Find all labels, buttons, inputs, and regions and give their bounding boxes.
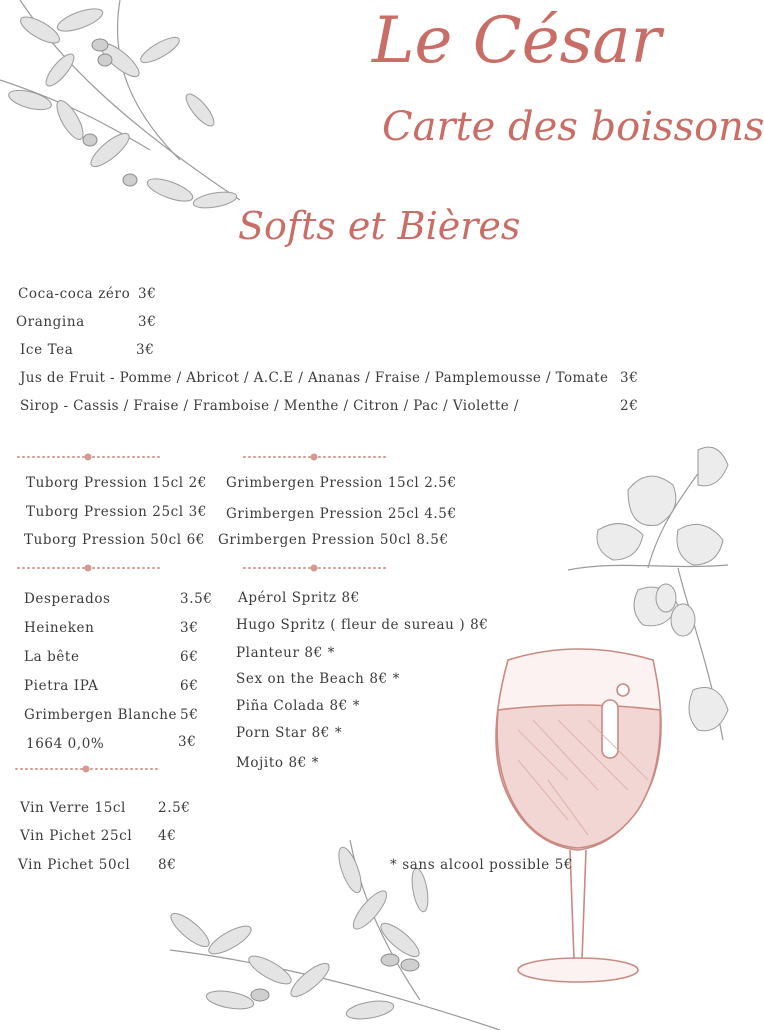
restaurant-name: Le César: [372, 4, 662, 78]
cocktail-item: Piña Colada 8€ *: [236, 698, 361, 714]
draft-beer-item: Tuborg Pression 15cl 2€: [26, 475, 207, 491]
wine-item-price: 8€: [158, 857, 177, 873]
draft-beer-item: Tuborg Pression 25cl 3€: [26, 504, 207, 520]
bottle-item-name: Grimbergen Blanche: [24, 707, 178, 723]
cocktail-item: Mojito 8€ *: [236, 755, 320, 771]
cocktail-item: Porn Star 8€ *: [236, 725, 343, 741]
cocktail-item: Planteur 8€ *: [236, 645, 336, 661]
bottle-item-price: 3€: [178, 734, 197, 750]
draft-beer-item: Grimbergen Pression 25cl 4.5€: [226, 506, 457, 522]
cocktail-item: Hugo Spritz ( fleur de sureau ) 8€: [236, 617, 489, 633]
draft-beer-item: Tuborg Pression 50cl 6€: [24, 532, 205, 548]
wine-item-name: Vin Pichet 25cl: [20, 828, 133, 844]
section-title: Softs et Bières: [238, 204, 521, 248]
bottle-item-price: 6€: [180, 678, 199, 694]
draft-beer-item: Grimbergen Pression 15cl 2.5€: [226, 475, 457, 491]
bottle-item-price: 3€: [180, 620, 199, 636]
soft-item-price: 3€: [138, 286, 157, 302]
bottle-item-price: 5€: [180, 707, 199, 723]
menu-subtitle: Carte des boissons: [382, 104, 764, 150]
soft-item-price: 2€: [620, 398, 639, 414]
draft-beer-item: Grimbergen Pression 50cl 8.5€: [218, 532, 449, 548]
cocktail-item: Apérol Spritz 8€: [238, 590, 360, 606]
bottle-item-price: 3.5€: [180, 591, 213, 607]
divider-dots: [242, 564, 387, 572]
footnote: * sans alcool possible 5€: [390, 857, 574, 873]
wine-glass-illustration: [488, 640, 668, 1010]
soft-item-name: Ice Tea: [20, 342, 74, 358]
bottle-item-name: Desperados: [24, 591, 111, 607]
wine-item-price: 2.5€: [158, 800, 191, 816]
soft-item-name: Sirop - Cassis / Fraise / Framboise / Menthe / Citron / Pac / Violette /: [20, 398, 519, 414]
soft-item-price: 3€: [136, 342, 155, 358]
cocktail-item: Sex on the Beach 8€ *: [236, 671, 400, 687]
olive-branch-top-left: [0, 0, 250, 240]
wine-item-price: 4€: [158, 828, 177, 844]
bottle-item-name: Heineken: [24, 620, 95, 636]
divider-dots: [16, 453, 161, 461]
soft-item-name: Jus de Fruit - Pomme / Abricot / A.C.E / Ananas / Fraise / Pamplemousse / Tomate: [20, 370, 609, 386]
divider-dots: [16, 564, 161, 572]
soft-item-name: Coca-coca zéro: [18, 286, 131, 302]
wine-item-name: Vin Verre 15cl: [20, 800, 126, 816]
bottle-item-name: La bête: [24, 649, 80, 665]
bottle-item-price: 6€: [180, 649, 199, 665]
soft-item-name: Orangina: [16, 314, 85, 330]
soft-item-price: 3€: [138, 314, 157, 330]
divider-dots: [14, 765, 159, 773]
wine-item-name: Vin Pichet 50cl: [18, 857, 131, 873]
divider-dots: [242, 453, 387, 461]
bottle-item-name: Pietra IPA: [24, 678, 99, 694]
soft-item-price: 3€: [620, 370, 639, 386]
bottle-item-name: 1664 0,0%: [26, 736, 105, 752]
